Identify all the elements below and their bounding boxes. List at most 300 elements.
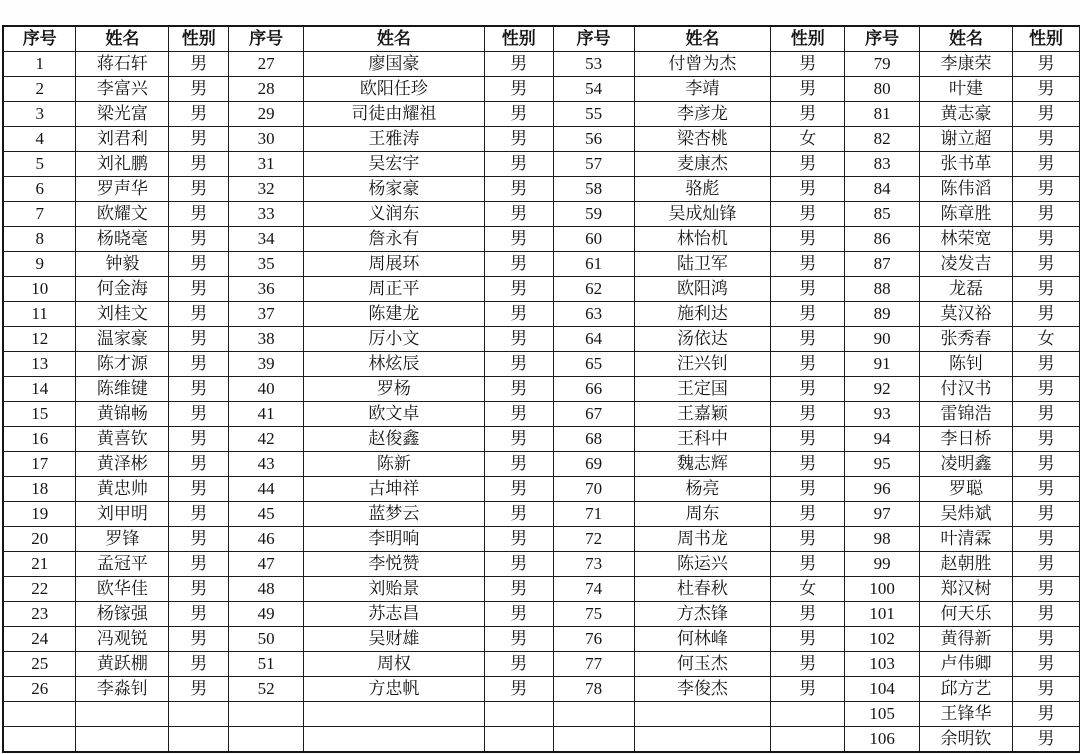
cell-serial: 86	[845, 227, 920, 252]
cell-name: 凌明鑫	[920, 452, 1013, 477]
cell-serial: 102	[845, 627, 920, 652]
cell-serial: 30	[229, 127, 304, 152]
cell-serial: 47	[229, 552, 304, 577]
cell-name: 叶建	[920, 77, 1013, 102]
table-row	[3, 102, 1080, 127]
cell-serial: 64	[553, 327, 634, 352]
cell-name: 刘礼鹏	[76, 152, 169, 177]
cell-serial: 92	[845, 377, 920, 402]
column-header-serial: 序号	[3, 26, 76, 52]
cell-name: 罗锋	[76, 527, 169, 552]
cell-name: 钟毅	[76, 252, 169, 277]
cell-name: 林炫辰	[304, 352, 485, 377]
cell-serial: 103	[845, 652, 920, 677]
cell-gender: 男	[771, 277, 845, 302]
cell-name: 何金海	[76, 277, 169, 302]
cell-gender: 男	[169, 177, 229, 202]
cell-name: 刘贻景	[304, 577, 485, 602]
cell-serial: 101	[845, 602, 920, 627]
cell-name: 欧文卓	[304, 402, 485, 427]
header-row	[3, 26, 1080, 52]
cell-name: 何林峰	[634, 627, 771, 652]
cell-name: 欧阳鸿	[634, 277, 771, 302]
cell-name: 陆卫军	[634, 252, 771, 277]
cell-name: 郑汉树	[920, 577, 1013, 602]
cell-serial: 17	[3, 452, 76, 477]
table-row	[3, 602, 1080, 627]
cell-name: 陈维键	[76, 377, 169, 402]
cell-serial: 25	[3, 652, 76, 677]
cell-serial: 81	[845, 102, 920, 127]
cell-gender: 男	[169, 552, 229, 577]
cell-name: 魏志辉	[634, 452, 771, 477]
cell-gender: 男	[771, 452, 845, 477]
column-header-name: 姓名	[76, 26, 169, 52]
column-header-name: 姓名	[920, 26, 1013, 52]
table-row	[3, 627, 1080, 652]
table-row	[3, 127, 1080, 152]
cell-serial: 94	[845, 427, 920, 452]
cell-gender: 男	[484, 577, 553, 602]
cell-serial	[553, 727, 634, 753]
cell-serial: 98	[845, 527, 920, 552]
cell-gender: 男	[1012, 77, 1079, 102]
cell-gender: 男	[771, 327, 845, 352]
cell-serial: 35	[229, 252, 304, 277]
cell-gender: 男	[169, 377, 229, 402]
cell-serial: 5	[3, 152, 76, 177]
cell-name: 吴宏宇	[304, 152, 485, 177]
cell-serial: 84	[845, 177, 920, 202]
cell-serial: 79	[845, 52, 920, 77]
cell-serial: 54	[553, 77, 634, 102]
cell-serial: 105	[845, 702, 920, 727]
cell-serial: 106	[845, 727, 920, 753]
cell-gender: 男	[484, 277, 553, 302]
table-row	[3, 527, 1080, 552]
table-row	[3, 52, 1080, 77]
cell-gender: 男	[771, 552, 845, 577]
cell-serial: 43	[229, 452, 304, 477]
cell-gender: 男	[771, 477, 845, 502]
cell-gender: 男	[1012, 602, 1079, 627]
cell-name: 方忠帆	[304, 677, 485, 702]
cell-serial: 99	[845, 552, 920, 577]
cell-name: 赵朝胜	[920, 552, 1013, 577]
cell-gender: 男	[1012, 577, 1079, 602]
table-row	[3, 77, 1080, 102]
cell-gender: 男	[771, 352, 845, 377]
cell-name: 叶清霖	[920, 527, 1013, 552]
cell-gender: 男	[484, 527, 553, 552]
cell-name: 陈才源	[76, 352, 169, 377]
cell-gender: 男	[484, 127, 553, 152]
cell-serial: 65	[553, 352, 634, 377]
cell-serial: 87	[845, 252, 920, 277]
cell-serial: 15	[3, 402, 76, 427]
cell-serial: 53	[553, 52, 634, 77]
table-row	[3, 327, 1080, 352]
cell-name: 赵俊鑫	[304, 427, 485, 452]
cell-name: 李日桥	[920, 427, 1013, 452]
cell-gender: 男	[169, 527, 229, 552]
cell-serial: 52	[229, 677, 304, 702]
cell-gender: 男	[771, 602, 845, 627]
cell-serial: 104	[845, 677, 920, 702]
cell-name: 欧耀文	[76, 202, 169, 227]
cell-serial: 2	[3, 77, 76, 102]
cell-gender: 男	[771, 427, 845, 452]
cell-gender: 男	[484, 52, 553, 77]
cell-gender: 男	[169, 402, 229, 427]
cell-name: 梁杏桃	[634, 127, 771, 152]
cell-name	[304, 727, 485, 753]
cell-serial: 57	[553, 152, 634, 177]
cell-serial: 44	[229, 477, 304, 502]
cell-name	[76, 702, 169, 727]
cell-serial: 56	[553, 127, 634, 152]
cell-gender	[169, 727, 229, 753]
cell-gender: 男	[169, 677, 229, 702]
cell-serial: 21	[3, 552, 76, 577]
cell-gender: 男	[484, 177, 553, 202]
cell-serial: 7	[3, 202, 76, 227]
cell-name: 苏志昌	[304, 602, 485, 627]
cell-serial: 12	[3, 327, 76, 352]
cell-serial: 46	[229, 527, 304, 552]
cell-gender: 男	[169, 52, 229, 77]
cell-gender: 男	[169, 452, 229, 477]
cell-name: 李淼钊	[76, 677, 169, 702]
cell-serial: 77	[553, 652, 634, 677]
cell-serial: 20	[3, 527, 76, 552]
table-row	[3, 302, 1080, 327]
cell-name: 陈运兴	[634, 552, 771, 577]
cell-gender: 男	[484, 402, 553, 427]
cell-serial: 55	[553, 102, 634, 127]
cell-serial: 32	[229, 177, 304, 202]
cell-gender: 男	[484, 427, 553, 452]
cell-name: 付汉书	[920, 377, 1013, 402]
cell-name: 张秀春	[920, 327, 1013, 352]
cell-serial: 67	[553, 402, 634, 427]
cell-name: 黄锦畅	[76, 402, 169, 427]
cell-name: 孟冠平	[76, 552, 169, 577]
cell-name: 何天乐	[920, 602, 1013, 627]
cell-name: 莫汉裕	[920, 302, 1013, 327]
cell-gender: 男	[169, 302, 229, 327]
cell-serial: 91	[845, 352, 920, 377]
cell-gender: 男	[1012, 702, 1079, 727]
cell-serial: 78	[553, 677, 634, 702]
cell-gender: 男	[771, 627, 845, 652]
cell-name: 李靖	[634, 77, 771, 102]
cell-name: 骆彪	[634, 177, 771, 202]
cell-gender: 男	[1012, 227, 1079, 252]
cell-name: 谢立超	[920, 127, 1013, 152]
cell-name: 廖国豪	[304, 52, 485, 77]
column-header-serial: 序号	[229, 26, 304, 52]
cell-gender	[484, 727, 553, 753]
cell-name: 黄志豪	[920, 102, 1013, 127]
table-row	[3, 652, 1080, 677]
table-row	[3, 352, 1080, 377]
cell-gender: 男	[1012, 477, 1079, 502]
cell-serial: 8	[3, 227, 76, 252]
cell-gender: 男	[169, 252, 229, 277]
cell-gender: 男	[1012, 402, 1079, 427]
cell-gender: 男	[771, 177, 845, 202]
cell-serial: 22	[3, 577, 76, 602]
cell-serial: 40	[229, 377, 304, 402]
cell-gender: 男	[1012, 527, 1079, 552]
cell-serial: 42	[229, 427, 304, 452]
cell-name: 杨亮	[634, 477, 771, 502]
cell-name: 黄忠帅	[76, 477, 169, 502]
cell-gender: 男	[1012, 277, 1079, 302]
cell-gender: 男	[771, 377, 845, 402]
cell-name: 李富兴	[76, 77, 169, 102]
table-row	[3, 727, 1080, 753]
cell-serial: 51	[229, 652, 304, 677]
cell-gender: 男	[771, 402, 845, 427]
cell-gender: 男	[1012, 427, 1079, 452]
cell-serial: 26	[3, 677, 76, 702]
cell-name: 李悦赞	[304, 552, 485, 577]
cell-gender: 男	[169, 577, 229, 602]
cell-name: 付曾为杰	[634, 52, 771, 77]
cell-gender: 男	[1012, 627, 1079, 652]
column-header-name: 姓名	[634, 26, 771, 52]
cell-gender: 男	[169, 352, 229, 377]
cell-name: 罗声华	[76, 177, 169, 202]
cell-gender: 男	[484, 477, 553, 502]
cell-name: 余明钦	[920, 727, 1013, 753]
cell-gender: 男	[169, 77, 229, 102]
cell-serial: 72	[553, 527, 634, 552]
cell-gender: 男	[484, 627, 553, 652]
table-row	[3, 377, 1080, 402]
cell-gender: 男	[169, 427, 229, 452]
cell-gender: 男	[771, 502, 845, 527]
cell-gender: 男	[771, 152, 845, 177]
cell-serial: 10	[3, 277, 76, 302]
table-body	[3, 52, 1080, 753]
cell-name: 周东	[634, 502, 771, 527]
cell-serial: 4	[3, 127, 76, 152]
column-header-gender: 性别	[169, 26, 229, 52]
cell-gender: 男	[484, 352, 553, 377]
cell-serial: 69	[553, 452, 634, 477]
cell-name: 欧华佳	[76, 577, 169, 602]
cell-gender: 男	[169, 477, 229, 502]
cell-name: 陈章胜	[920, 202, 1013, 227]
cell-serial: 9	[3, 252, 76, 277]
cell-gender: 男	[484, 302, 553, 327]
cell-gender: 男	[1012, 352, 1079, 377]
cell-name: 雷锦浩	[920, 402, 1013, 427]
cell-serial: 39	[229, 352, 304, 377]
table-row	[3, 227, 1080, 252]
cell-name: 蓝梦云	[304, 502, 485, 527]
cell-name: 杜春秋	[634, 577, 771, 602]
cell-name: 王嘉颖	[634, 402, 771, 427]
cell-name: 周书龙	[634, 527, 771, 552]
cell-serial: 59	[553, 202, 634, 227]
cell-name: 罗聪	[920, 477, 1013, 502]
cell-serial: 80	[845, 77, 920, 102]
table-row	[3, 177, 1080, 202]
cell-gender: 男	[771, 677, 845, 702]
cell-gender: 男	[169, 277, 229, 302]
cell-serial: 75	[553, 602, 634, 627]
cell-gender: 男	[169, 502, 229, 527]
cell-gender: 男	[771, 302, 845, 327]
cell-gender: 女	[771, 127, 845, 152]
cell-gender: 男	[771, 52, 845, 77]
cell-name: 吴炜斌	[920, 502, 1013, 527]
cell-serial	[3, 727, 76, 753]
cell-serial: 62	[553, 277, 634, 302]
cell-serial: 90	[845, 327, 920, 352]
cell-name: 李彦龙	[634, 102, 771, 127]
table-row	[3, 452, 1080, 477]
cell-serial: 41	[229, 402, 304, 427]
cell-serial: 60	[553, 227, 634, 252]
cell-name: 汤依达	[634, 327, 771, 352]
cell-name: 蒋石轩	[76, 52, 169, 77]
cell-gender: 男	[1012, 102, 1079, 127]
cell-serial: 95	[845, 452, 920, 477]
cell-gender: 男	[771, 202, 845, 227]
cell-gender	[169, 702, 229, 727]
cell-serial: 50	[229, 627, 304, 652]
cell-name: 司徒由耀祖	[304, 102, 485, 127]
cell-name: 厉小文	[304, 327, 485, 352]
cell-name: 龙磊	[920, 277, 1013, 302]
cell-name: 凌发吉	[920, 252, 1013, 277]
cell-name: 周正平	[304, 277, 485, 302]
cell-name: 张书革	[920, 152, 1013, 177]
cell-name: 陈建龙	[304, 302, 485, 327]
table-row	[3, 252, 1080, 277]
cell-serial: 89	[845, 302, 920, 327]
cell-gender: 男	[1012, 652, 1079, 677]
cell-name: 杨家豪	[304, 177, 485, 202]
cell-gender: 男	[1012, 452, 1079, 477]
cell-name: 刘君利	[76, 127, 169, 152]
cell-name: 陈伟滔	[920, 177, 1013, 202]
cell-serial: 83	[845, 152, 920, 177]
cell-gender	[771, 702, 845, 727]
cell-gender: 男	[484, 552, 553, 577]
cell-serial	[229, 702, 304, 727]
cell-gender: 男	[771, 252, 845, 277]
cell-name: 陈新	[304, 452, 485, 477]
column-header-serial: 序号	[845, 26, 920, 52]
cell-gender: 男	[1012, 377, 1079, 402]
table-row	[3, 677, 1080, 702]
cell-name: 林怡机	[634, 227, 771, 252]
cell-gender: 男	[1012, 252, 1079, 277]
column-header-name: 姓名	[304, 26, 485, 52]
cell-gender: 男	[484, 252, 553, 277]
cell-serial: 76	[553, 627, 634, 652]
cell-gender: 男	[484, 652, 553, 677]
cell-name: 李俊杰	[634, 677, 771, 702]
column-header-serial: 序号	[553, 26, 634, 52]
cell-gender: 男	[484, 102, 553, 127]
cell-gender: 男	[484, 77, 553, 102]
cell-serial: 45	[229, 502, 304, 527]
table-row	[3, 502, 1080, 527]
cell-serial: 71	[553, 502, 634, 527]
cell-name: 周展环	[304, 252, 485, 277]
cell-serial: 31	[229, 152, 304, 177]
cell-gender: 男	[1012, 177, 1079, 202]
cell-name: 杨晓毫	[76, 227, 169, 252]
cell-serial: 24	[3, 627, 76, 652]
cell-name: 方杰锋	[634, 602, 771, 627]
cell-gender: 男	[1012, 552, 1079, 577]
cell-name: 王锋华	[920, 702, 1013, 727]
cell-name: 黄跃棚	[76, 652, 169, 677]
cell-gender: 男	[484, 327, 553, 352]
cell-gender: 男	[1012, 127, 1079, 152]
cell-serial	[229, 727, 304, 753]
cell-serial: 33	[229, 202, 304, 227]
cell-name	[76, 727, 169, 753]
cell-gender: 男	[484, 227, 553, 252]
cell-serial: 96	[845, 477, 920, 502]
table-row	[3, 477, 1080, 502]
cell-name	[634, 702, 771, 727]
cell-gender: 男	[169, 152, 229, 177]
cell-gender: 男	[771, 227, 845, 252]
cell-serial: 66	[553, 377, 634, 402]
cell-serial: 19	[3, 502, 76, 527]
cell-gender: 男	[1012, 302, 1079, 327]
cell-name: 王科中	[634, 427, 771, 452]
cell-name: 王定国	[634, 377, 771, 402]
cell-name: 麦康杰	[634, 152, 771, 177]
cell-name: 汪兴钊	[634, 352, 771, 377]
cell-name: 吴财雄	[304, 627, 485, 652]
cell-serial: 74	[553, 577, 634, 602]
cell-gender: 男	[169, 227, 229, 252]
cell-serial: 70	[553, 477, 634, 502]
cell-serial: 28	[229, 77, 304, 102]
cell-serial: 100	[845, 577, 920, 602]
cell-serial: 13	[3, 352, 76, 377]
cell-serial: 97	[845, 502, 920, 527]
cell-gender: 男	[484, 202, 553, 227]
table-row	[3, 202, 1080, 227]
table-row	[3, 277, 1080, 302]
cell-name: 冯观锐	[76, 627, 169, 652]
cell-serial: 68	[553, 427, 634, 452]
cell-serial: 38	[229, 327, 304, 352]
cell-name: 古坤祥	[304, 477, 485, 502]
cell-serial: 58	[553, 177, 634, 202]
cell-name: 刘桂文	[76, 302, 169, 327]
cell-gender	[771, 727, 845, 753]
cell-gender: 男	[484, 152, 553, 177]
table-row	[3, 577, 1080, 602]
cell-name: 刘甲明	[76, 502, 169, 527]
cell-name: 梁光富	[76, 102, 169, 127]
cell-name	[304, 702, 485, 727]
